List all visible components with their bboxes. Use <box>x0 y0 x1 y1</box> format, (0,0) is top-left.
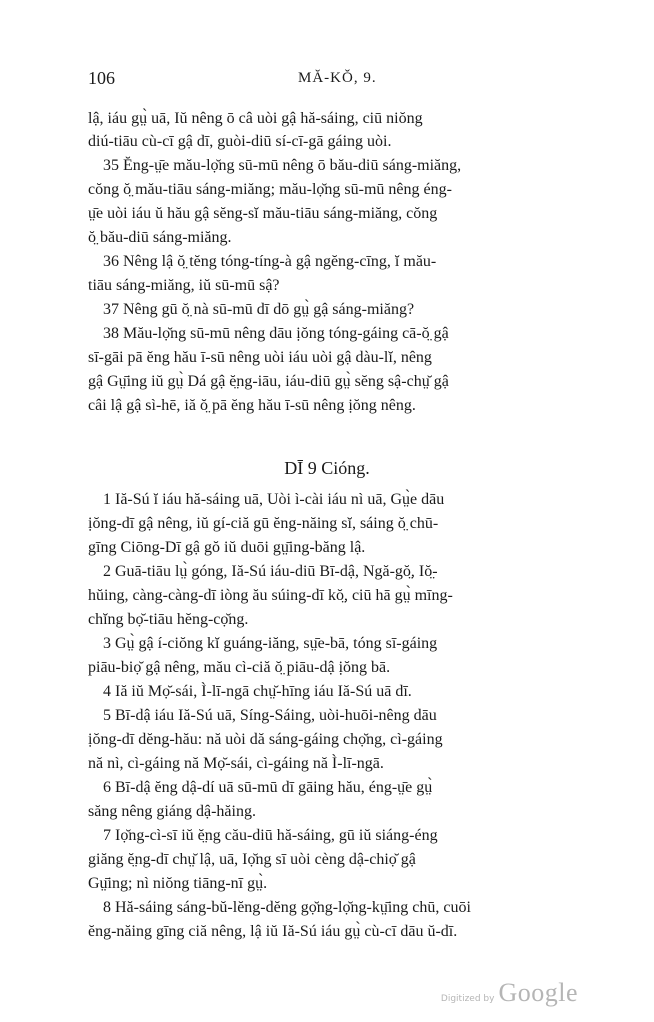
text-line: hŭing, càng-càng-dī iòng ău súing-dī kŏ̤, ciū hā gṳ̀ mīng- <box>88 587 453 604</box>
text-line: 38 Mău-lọ̆ng sū-mū nêng dāu ịŏng tóng-gáing cā-ŏ̤ gậ <box>103 325 449 342</box>
text-line: 8 Hă-sáing sáng-bŭ-lĕng-dĕng gọ̆ng-lọ̆ng-kṳ̄ing chū, cuōi <box>103 899 471 916</box>
text-line: 4 Iă iŭ Mọ̆-sái, Ì-lī-ngā chṳ̆-hīng iáu Iă-Sú uā dī. <box>103 683 412 700</box>
text-line: ịŏng-dī gậ nêng, iŭ gí-ciă gū ĕng-năing sĭ, sáing ŏ̤ chū- <box>88 515 439 532</box>
text-line: 3 Gṳ̀ gậ í-ciŏng kĭ guáng-iăng, sṳ̄e-bā, tóng sī-gáing <box>103 635 438 652</box>
text-line: câi lậ gậ sì-hē, iă ŏ̤ pā ĕng hău ī-sū nêng ịŏng nêng. <box>88 397 416 414</box>
running-head: MĂ-KŎ, 9. <box>298 70 377 86</box>
text-line: giăng ĕ̤ng-dī chṳ̆ lậ, uā, Iọ̆ng sī uòi cèng dậ-chiọ̆ gậ <box>88 851 416 868</box>
text-line: 36 Nêng lậ ŏ̤ tĕng tóng-tíng-à gậ ngĕng-cīng, ĭ mău- <box>103 253 437 270</box>
text-line: 7 Iọ̆ng-cì-sī iŭ ĕ̤ng cău-diū hă-sáing, gū iŭ siáng-éng <box>103 827 438 844</box>
text-line: ŏ̤ bău-diū sáng-miăng. <box>88 229 232 246</box>
page-number: 106 <box>88 68 115 88</box>
text-line: gīng Ciōng-Dī gậ gŏ iŭ duōi gṳ̄ing-băng lậ. <box>88 539 366 556</box>
text-line: ịŏng-dī dĕng-hău: nă uòi dă sáng-gáing chọ̆ng, cì-gáing <box>88 731 443 748</box>
chapter-heading: DĪ 9 Cióng. <box>284 458 370 478</box>
text-line: gậ Gṳ̄ing iŭ gṳ̀ Dá gậ ĕ̤ng-iāu, iáu-diū gṳ̀ sĕng sậ-chṳ̆ gậ <box>88 373 449 390</box>
text-line: ĕng-năing gīng ciă nêng, lậ iŭ Iă-Sú iáu gṳ̀ cù-cī dāu ŭ-dī. <box>88 923 458 940</box>
text-line: diú-tiāu cù-cī gậ dī, guòi-diū sí-cī-gā gáing uòi. <box>88 133 392 150</box>
text-line: nă nì, cì-gáing nă Mọ̆-sái, cì-gáing nă Ì-lī-ngā. <box>88 755 384 772</box>
text-line: 6 Bī-dậ ĕng dậ-dí uā sū-mū dī gāing hău, éng-ṳ̄e gṳ̀ <box>103 779 433 796</box>
google-logo: Google <box>498 978 578 1007</box>
text-line: cŏng ŏ̤ mău-tiāu sáng-miăng; mău-lọ̆ng sū-mū nêng éng- <box>88 181 452 198</box>
text-line: 37 Nêng gū ŏ̤ nà sū-mū dī dō gṳ̀ gậ sáng-miăng? <box>103 301 415 318</box>
text-line: piāu-biọ̆ gậ nêng, mău cì-ciă ŏ̤ piāu-dậ ịŏng bā. <box>88 659 391 676</box>
text-line: Gṳ̄ing; nì niŏng tiāng-nī gṳ̀. <box>88 875 268 892</box>
text-line: tiāu sáng-miăng, iŭ sū-mū sậ? <box>88 277 280 294</box>
text-line: 1 Iă-Sú ĭ iáu hă-sáing uā, Uòi ì-cài iáu nì uā, Gṳ̀e dāu <box>103 491 445 508</box>
text-line: ṳ̄e uòi iáu ŭ hău gậ sĕng-sĭ mău-tiāu sáng-miăng, cŏng <box>88 205 438 222</box>
text-line: lậ, iáu gṳ̀ uā, Iŭ nêng ō câ uòi gậ hă-sáing, ciū niŏng <box>88 110 423 127</box>
text-line: 35 Ĕng-ṳ̄e mău-lọ̆ng sū-mū nêng ō bău-diū sáng-miăng, <box>103 157 462 174</box>
text-line: 2 Guā-tiāu lṳ̀ góng, Iă-Sú iáu-diū Bī-dậ, Ngă-gŏ̤, Iŏ̤- <box>103 563 438 580</box>
page-header <box>88 68 586 92</box>
text-line: chĭng bọ̆-tiāu hĕng-cọ̆ng. <box>88 611 249 628</box>
text-line: săng nêng giáng dậ-hăing. <box>88 803 256 820</box>
watermark-prefix: Digitized by <box>440 994 495 1004</box>
text-line: sī-gāi pā ĕng hău ī-sū nêng uòi iáu uòi gậ dàu-lĭ, nêng <box>88 349 432 366</box>
digitized-watermark <box>441 978 578 1008</box>
text-line: 5 Bī-dậ iáu Iă-Sú uā, Síng-Sáing, uòi-huōi-nêng dāu <box>103 707 437 724</box>
